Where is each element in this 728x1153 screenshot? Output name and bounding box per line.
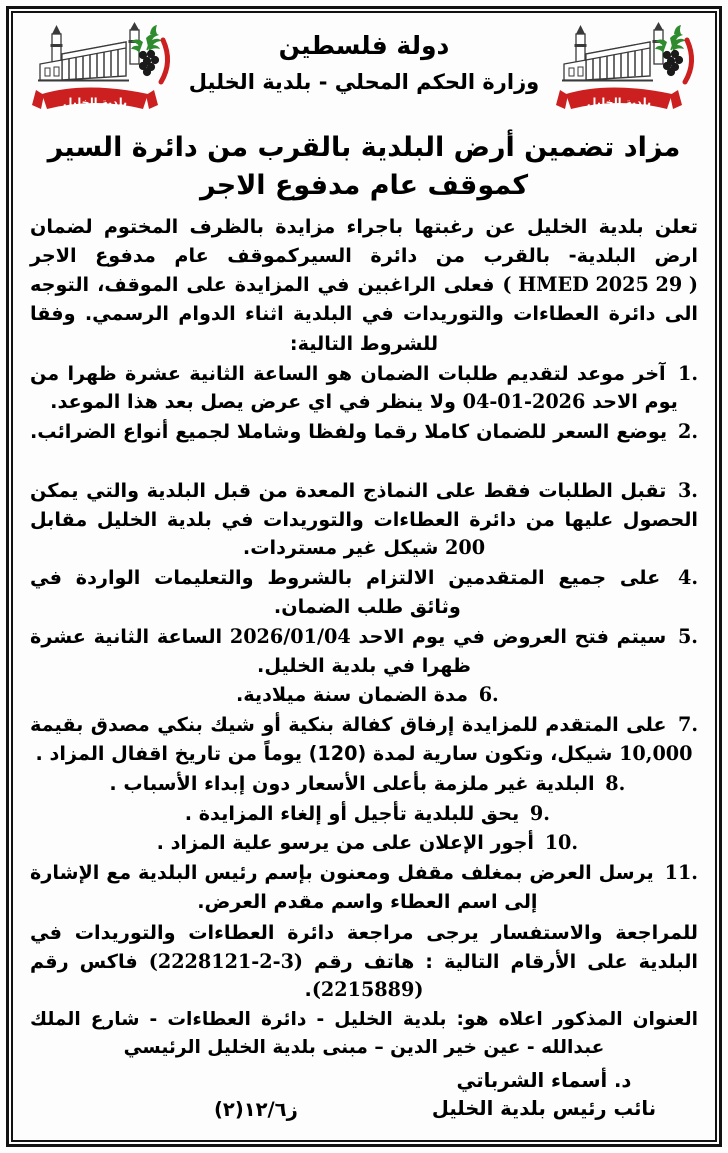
term-number: 1. (677, 361, 698, 385)
term-text-before: أجور الإعلان على من يرسو علية المزاد . (156, 831, 534, 855)
term-number: 11. (664, 861, 698, 885)
term-item (30, 711, 698, 769)
term-text-before: يوضع السعر للضمان كاملا رقما ولفظا وشاملا لجميع أنواع الضرائب. (30, 420, 668, 444)
tender-reference-code: ( HMED 2025 29 ) (502, 273, 699, 297)
contact-phone-number: (2228121-2-3) (148, 949, 304, 973)
masthead-center (178, 20, 550, 95)
term-text-before: مدة الضمان سنة ميلادية. (235, 683, 469, 707)
term-number: 3. (677, 478, 698, 502)
term-item (30, 681, 698, 710)
contact-trailing-punctuation: . (304, 978, 312, 1002)
term-text-before: يحق للبلدية تأجيل أو إلغاء المزايدة . (184, 801, 520, 825)
term-text-before: البلدية غير ملزمة بأعلى الأسعار دون إبداء الأسباب . (109, 771, 595, 795)
title-line-1: مزاد تضمين أرض البلدية بالقرب من دائرة السير (47, 132, 681, 164)
term-text-before: يرسل العرض بمغلف مقفل ومعنون بإسم رئيس البلدية مع الإشارة إلى اسم العطاء واسم مقدم العرض. (30, 861, 654, 914)
intro-part-2: فعلى الراغبين في المزايدة على الموقف، التوجه الى دائرة العطاءات والتوريدات في البلدية اثناء الدوام الرسمي. وفقا للشروط التالية: (30, 273, 698, 355)
term-item (30, 360, 698, 418)
signatory-role: نائب رئيس بلدية الخليل (431, 1097, 657, 1121)
term-item (30, 564, 698, 622)
state-name: دولة فلسطين (278, 31, 450, 60)
term-number: 2. (677, 420, 698, 444)
page-content (16, 14, 712, 1139)
ministry-line: وزارة الحكم المحلي - بلدية الخليل (188, 69, 540, 94)
masthead (24, 18, 704, 125)
emblem-ribbon-text: بلدية الخليل (62, 96, 128, 109)
hebron-municipality-emblem-right (550, 20, 702, 120)
term-text-before: على المتقدم للمزايدة إرفاق كفالة بنكية أو شيك بنكي مصدق بقيمة (30, 713, 667, 737)
term-inline-value: 200 (445, 536, 486, 560)
term-text-after: شيكل، وتكون سارية لمدة (120) يوماً من تاريخ اقفال المزاد . (35, 742, 613, 766)
signatory (394, 1067, 694, 1124)
term-inline-value: 10,000 (619, 742, 693, 766)
title-line-2: كموقف عام مدفوع الاجر (199, 170, 529, 202)
contact-intro-text: للمراجعة والاستفسار يرجى مراجعة دائرة العطاءات والتوريدات في البلدية على الأرقام التالية : هاتف رقم (30, 920, 699, 973)
term-inline-value: 04-01-2026 (462, 390, 586, 414)
term-text-after: شيكل غير مستردات. (242, 536, 439, 560)
term-number: 9. (529, 801, 550, 825)
term-item (30, 623, 698, 681)
term-inline-value: 2026/01/04 (229, 624, 351, 648)
contact-fax-label: فاكس رقم (30, 949, 138, 973)
term-text-before: آخر موعد لتقديم طلبات الضمان هو الساعة الثانية عشرة ظهرا من يوم الاحد (30, 361, 678, 414)
hebron-municipality-emblem-left (26, 20, 178, 120)
term-number: 7. (677, 713, 698, 737)
term-number: 4. (677, 566, 699, 590)
address-line-1: العنوان المذكور اعلاه هو: بلدية الخليل - دائرة العطاءات - شارع الملك عبدالله (30, 1009, 698, 1059)
term-item (30, 770, 698, 799)
contact-fax-number: (2215889) (311, 978, 424, 1002)
signatory-name: د. أسماء الشرباتي (456, 1069, 632, 1092)
term-item (30, 859, 698, 917)
address-line-2: - عين خير الدين – مبنى بلدية الخليل الرئيسي (123, 1037, 535, 1059)
term-number: 5. (677, 624, 698, 648)
term-number: 10. (544, 831, 579, 855)
term-number: 6. (478, 683, 499, 707)
term-number: 8. (605, 771, 626, 795)
term-text-before: على جميع المتقدمين الالتزام بالشروط والتعليمات الواردة في وثائق طلب الضمان. (30, 566, 661, 619)
term-item (30, 418, 698, 476)
intro-part-1: تعلن بلدية الخليل عن رغبتها باجراء مزايدة بالظرف المختوم لضمان ارض البلدية- بالقرب من دائرة السيركموقف عام مدفوع الاجر (30, 214, 698, 267)
term-item (30, 477, 698, 563)
term-item (30, 829, 698, 858)
document-reference-code: ز١٢/٦(٢) (214, 1098, 298, 1121)
term-text-before: سيتم فتح العروض في يوم الاحد (358, 624, 667, 648)
signature-block (30, 1067, 698, 1137)
announcement-body (24, 212, 704, 1137)
terms-list (30, 360, 698, 917)
announcement-title (24, 129, 704, 206)
term-text-after: الساعة الثانية عشرة ظهرا في بلدية الخليل. (30, 624, 471, 677)
emblem-ribbon-text: بلدية الخليل (586, 96, 652, 109)
term-text-before: تقبل الطلبات فقط على النماذج المعدة من قبل البلدية والتي يمكن الحصول عليها من دائرة العطاءات والتوريدات في بلدية الخليل مقابل (30, 478, 698, 531)
address-information (30, 1006, 698, 1062)
intro-paragraph (30, 212, 698, 358)
contact-information (30, 919, 698, 1005)
term-text-after: ولا ينظر في اي عرض يصل بعد هذا الموعد. (50, 390, 456, 414)
term-item (30, 800, 698, 829)
